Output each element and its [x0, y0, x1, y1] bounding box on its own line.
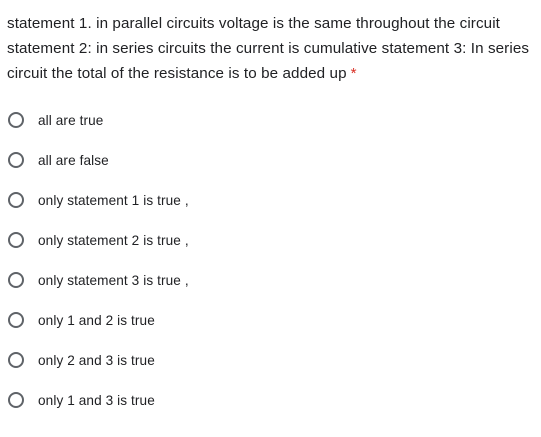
question-text: statement 1. in parallel circuits voltage is the same throughout the circuit statement 2: in series circuits the current is cumulative statement 3: In series circuit the total of the resistance is to be added up	[7, 15, 530, 82]
radio-button-icon[interactable]	[8, 312, 24, 328]
radio-button-icon[interactable]	[8, 272, 24, 288]
radio-button-icon[interactable]	[8, 392, 24, 408]
option-all-are-true[interactable]	[0, 101, 541, 141]
options-list	[0, 101, 541, 421]
option-label: all are false	[38, 153, 109, 168]
radio-button-icon[interactable]	[8, 152, 24, 168]
option-label: only statement 2 is true ,	[38, 233, 189, 248]
radio-button-icon[interactable]	[8, 112, 24, 128]
radio-button-icon[interactable]	[8, 352, 24, 368]
question-text-block	[7, 11, 539, 86]
option-label: only statement 1 is true ,	[38, 193, 189, 208]
option-only-2-and-3[interactable]	[0, 341, 541, 381]
radio-button-icon[interactable]	[8, 232, 24, 248]
option-only-statement-1[interactable]	[0, 181, 541, 221]
option-label: only 1 and 3 is true	[38, 393, 155, 408]
option-all-are-false[interactable]	[0, 141, 541, 181]
option-label: only 1 and 2 is true	[38, 313, 155, 328]
option-only-1-and-3[interactable]	[0, 381, 541, 421]
option-only-statement-2[interactable]	[0, 221, 541, 261]
radio-button-icon[interactable]	[8, 192, 24, 208]
option-label: all are true	[38, 113, 104, 128]
option-only-1-and-2[interactable]	[0, 301, 541, 341]
option-label: only statement 3 is true ,	[38, 273, 189, 288]
required-asterisk: *	[350, 65, 357, 82]
option-only-statement-3[interactable]	[0, 261, 541, 301]
option-label: only 2 and 3 is true	[38, 353, 155, 368]
